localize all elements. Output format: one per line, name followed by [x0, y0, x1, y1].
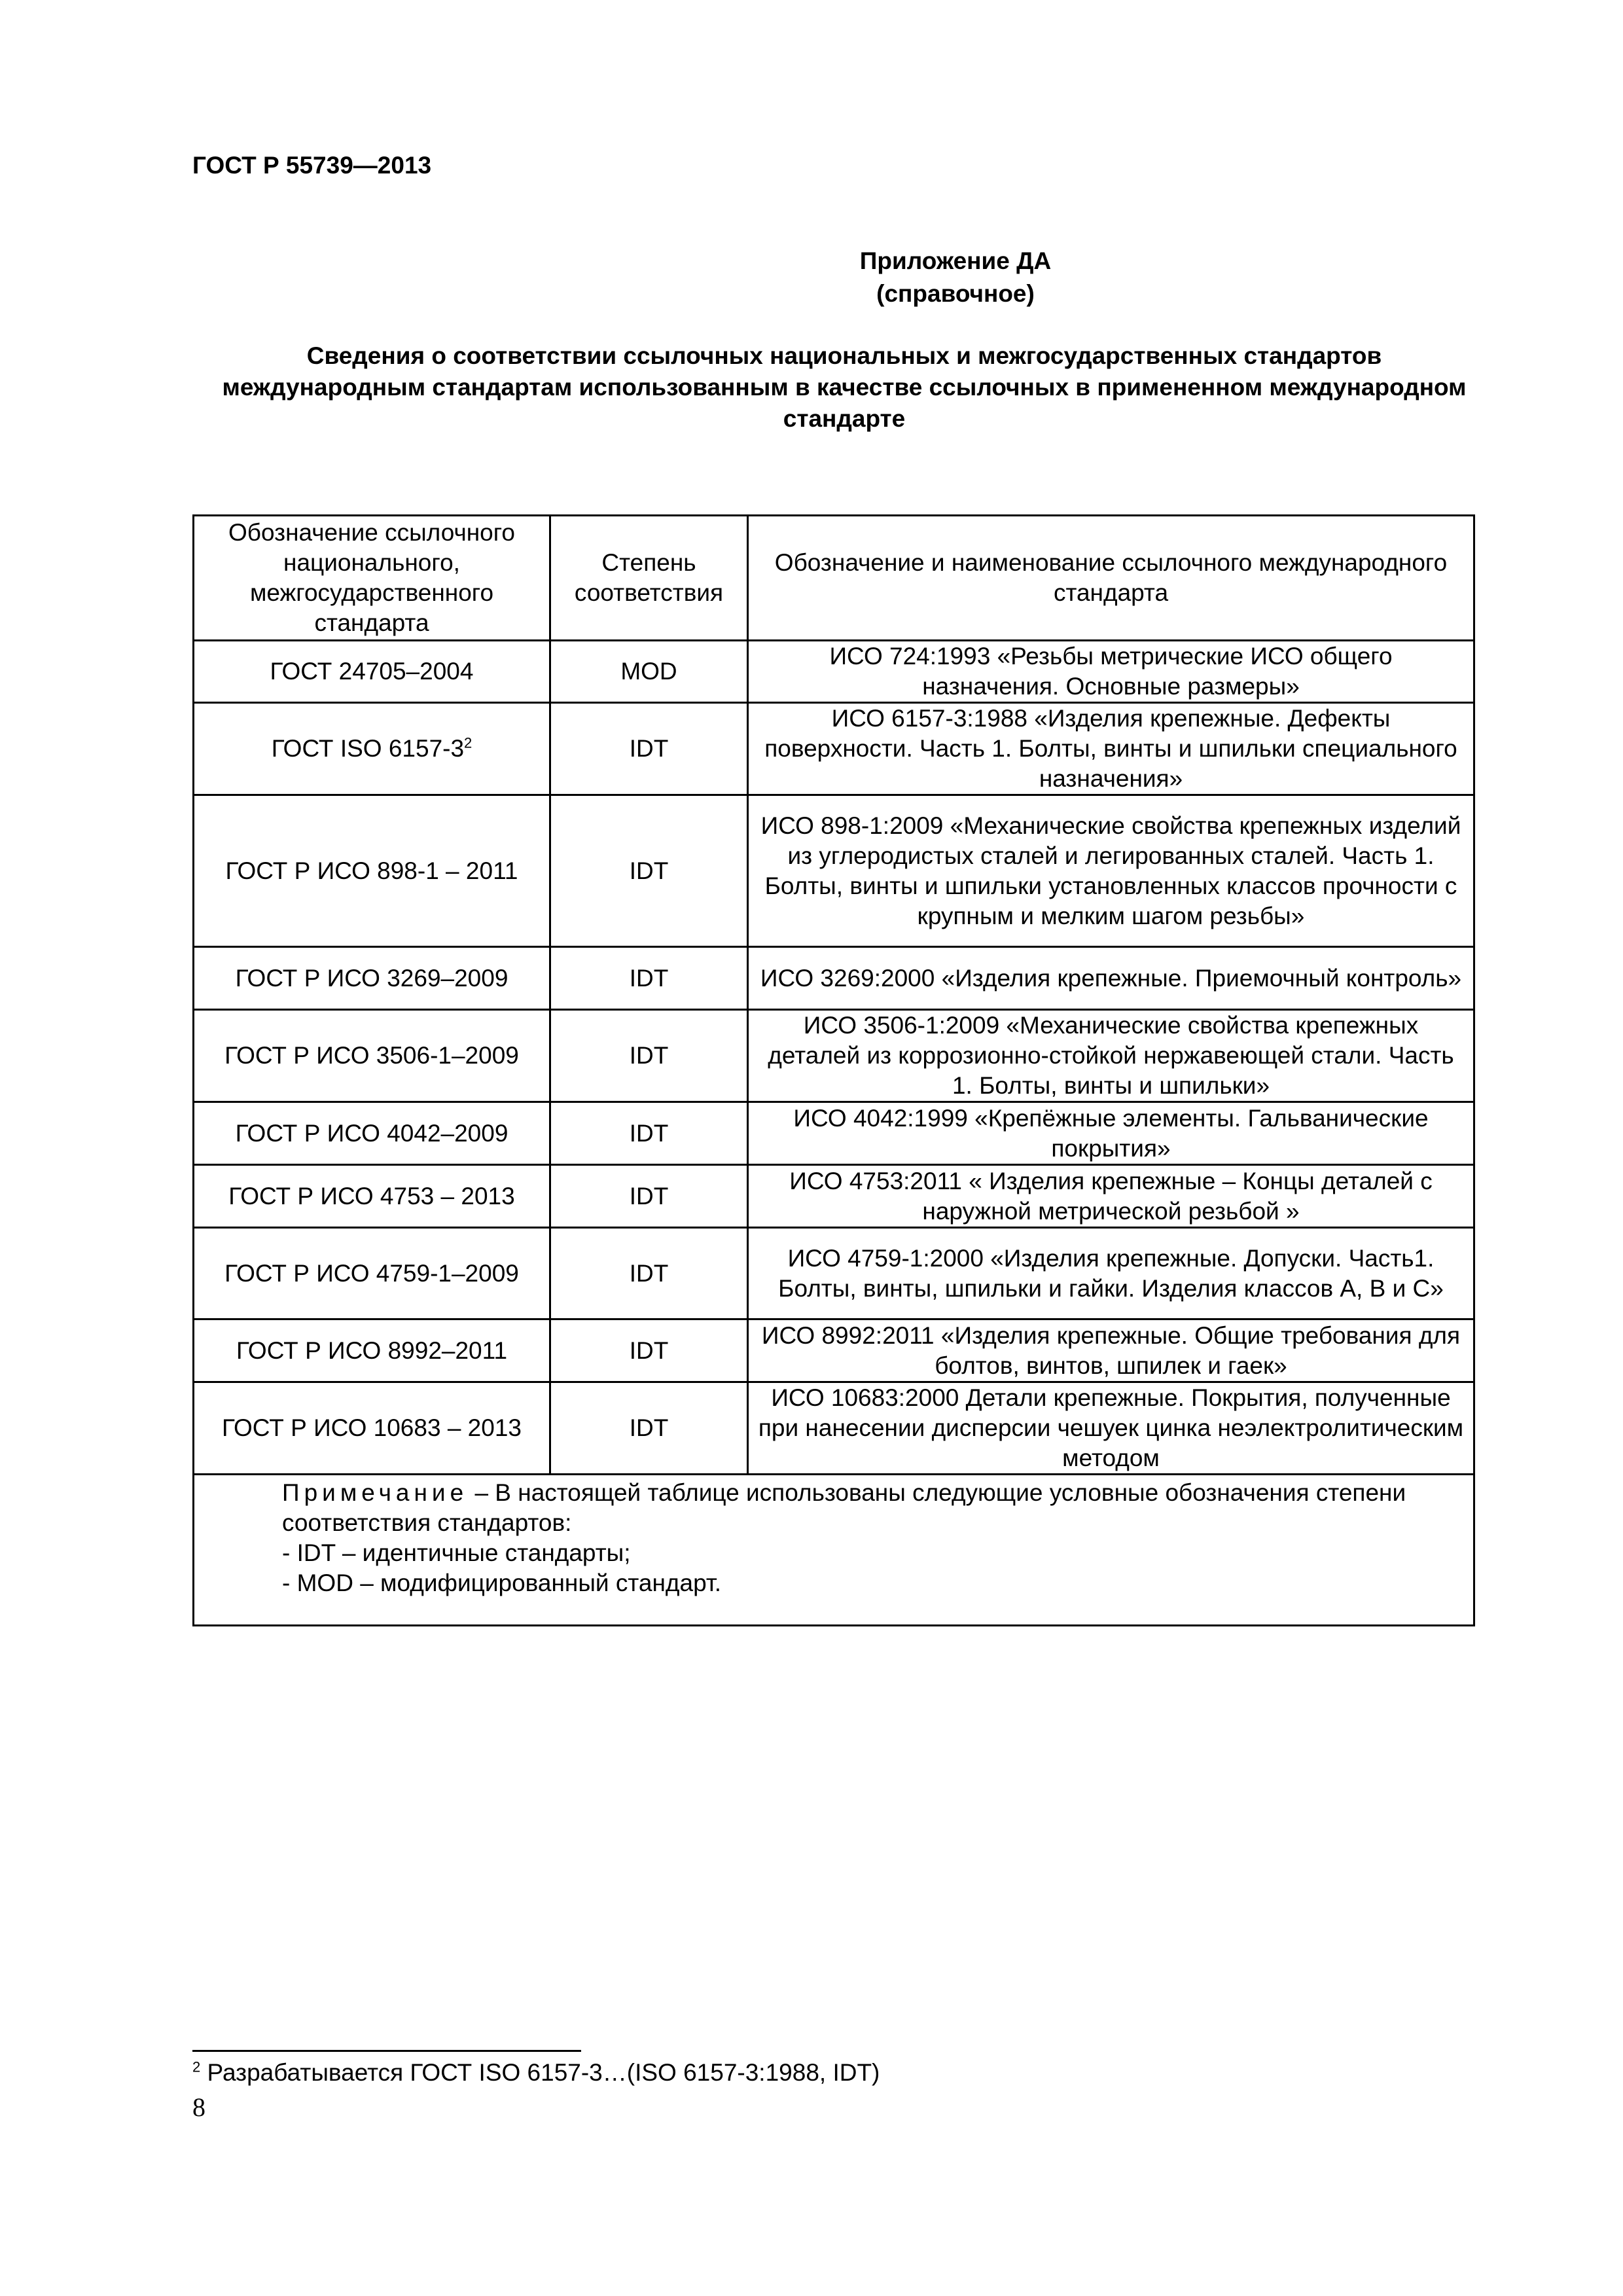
cell-degree: MOD	[550, 641, 748, 703]
table-row	[194, 947, 1474, 1010]
cell-international: ИСО 724:1993 «Резьбы метрические ИСО общего назначения. Основные размеры»	[748, 641, 1474, 703]
cell-degree: IDT	[550, 1319, 748, 1382]
table-row	[194, 1102, 1474, 1165]
table-row	[194, 641, 1474, 703]
note-first-line	[198, 1478, 1469, 1538]
table-row	[194, 1165, 1474, 1228]
national-designation: ГОСТ Р ИСО 4042–2009	[235, 1119, 508, 1147]
cell-national	[194, 1010, 550, 1102]
cell-degree: IDT	[550, 1165, 748, 1228]
cell-international: ИСО 3269:2000 «Изделия крепежные. Приемочный контроль»	[748, 947, 1474, 1010]
national-designation: ГОСТ ISO 6157-3	[271, 735, 465, 762]
cell-national	[194, 703, 550, 795]
national-designation: ГОСТ 24705–2004	[270, 658, 474, 685]
note-cell	[194, 1475, 1474, 1626]
document-header: ГОСТ Р 55739—2013	[192, 152, 432, 179]
national-designation: ГОСТ Р ИСО 4753 – 2013	[228, 1182, 515, 1210]
table-row	[194, 1010, 1474, 1102]
cell-degree: IDT	[550, 1102, 748, 1165]
cell-national	[194, 1102, 550, 1165]
reference-table	[192, 514, 1475, 1626]
national-designation: ГОСТ Р ИСО 4759-1–2009	[224, 1259, 519, 1287]
national-designation: ГОСТ Р ИСО 898-1 – 2011	[225, 857, 518, 884]
cell-degree: IDT	[550, 795, 748, 947]
cell-degree: IDT	[550, 1382, 748, 1475]
cell-national	[194, 1319, 550, 1382]
table-row	[194, 795, 1474, 947]
cell-international: ИСО 8992:2011 «Изделия крепежные. Общие требования для болтов, винтов, шпилек и гаек»	[748, 1319, 1474, 1382]
footnote-mark: 2	[192, 2058, 201, 2075]
cell-national	[194, 641, 550, 703]
note-label: Примечание	[282, 1479, 469, 1506]
cell-international: ИСО 3506-1:2009 «Механические свойства крепежных деталей из коррозионно-стойкой нержавеющей стали. Часть 1. Болты, винты и шпильки»	[748, 1010, 1474, 1102]
cell-national	[194, 795, 550, 947]
national-designation: ГОСТ Р ИСО 10683 – 2013	[222, 1414, 522, 1441]
note-item: - IDT – идентичные стандарты;	[282, 1539, 631, 1566]
appendix-kind: (справочное)	[876, 280, 1035, 307]
cell-national	[194, 1382, 550, 1475]
cell-national	[194, 1228, 550, 1319]
cell-international: ИСО 898-1:2009 «Механические свойства крепежных изделий из углеродистых сталей и легированных сталей. Часть 1. Болты, винты и шпильки установленных классов прочности с крупным и мелким шагом резьбы»	[748, 795, 1474, 947]
table-row	[194, 703, 1474, 795]
cell-national	[194, 947, 550, 1010]
note-row	[194, 1475, 1474, 1626]
cell-degree: IDT	[550, 1228, 748, 1319]
header-degree: Степень соответствия	[550, 516, 748, 641]
national-designation: ГОСТ Р ИСО 3506-1–2009	[224, 1042, 519, 1069]
table-row	[194, 1382, 1474, 1475]
page-number: 8	[192, 2092, 205, 2122]
header-international: Обозначение и наименование ссылочного международного стандарта	[748, 516, 1474, 641]
header-national: Обозначение ссылочного национального, межгосударственного стандарта	[194, 516, 550, 641]
footnote-reference: 2	[464, 734, 473, 751]
cell-national	[194, 1165, 550, 1228]
cell-degree: IDT	[550, 947, 748, 1010]
table-body	[194, 641, 1474, 1475]
table-header-row	[194, 516, 1474, 641]
cell-international: ИСО 4759-1:2000 «Изделия крепежные. Допуски. Часть1. Болты, винты, шпильки и гайки. Изделия классов А, В и С»	[748, 1228, 1474, 1319]
reference-table-container	[192, 514, 1475, 1626]
note-item: - MOD – модифицированный стандарт.	[282, 1570, 721, 1596]
cell-international: ИСО 10683:2000 Детали крепежные. Покрытия, полученные при нанесении дисперсии чешуек цинка неэлектролитическим методом	[748, 1382, 1474, 1475]
appendix-heading: Сведения о соответствии ссылочных национальных и межгосударственных стандартов международным стандартам использованным в качестве ссылочных в примененном международном стандарте	[222, 342, 1467, 432]
table-row	[194, 1228, 1474, 1319]
footnote-text: Разрабатывается ГОСТ ISO 6157-3…(ISO 6157-3:1988, IDT)	[207, 2059, 880, 2086]
national-designation: ГОСТ Р ИСО 8992–2011	[236, 1336, 508, 1364]
cell-degree: IDT	[550, 703, 748, 795]
cell-degree: IDT	[550, 1010, 748, 1102]
cell-international: ИСО 4042:1999 «Крепёжные элементы. Гальванические покрытия»	[748, 1102, 1474, 1165]
note-text: – В настоящей таблице использованы следующие условные обозначения степени соответствия стандартов:	[282, 1479, 1406, 1536]
footnote-divider	[192, 2050, 581, 2052]
footnote	[192, 2059, 880, 2087]
cell-international: ИСО 6157-3:1988 «Изделия крепежные. Дефекты поверхности. Часть 1. Болты, винты и шпильки специального назначения»	[748, 703, 1474, 795]
table-row	[194, 1319, 1474, 1382]
appendix-title: Приложение ДА	[859, 247, 1052, 274]
cell-international: ИСО 4753:2011 « Изделия крепежные – Концы деталей с наружной метрической резьбой »	[748, 1165, 1474, 1228]
national-designation: ГОСТ Р ИСО 3269–2009	[235, 964, 508, 992]
